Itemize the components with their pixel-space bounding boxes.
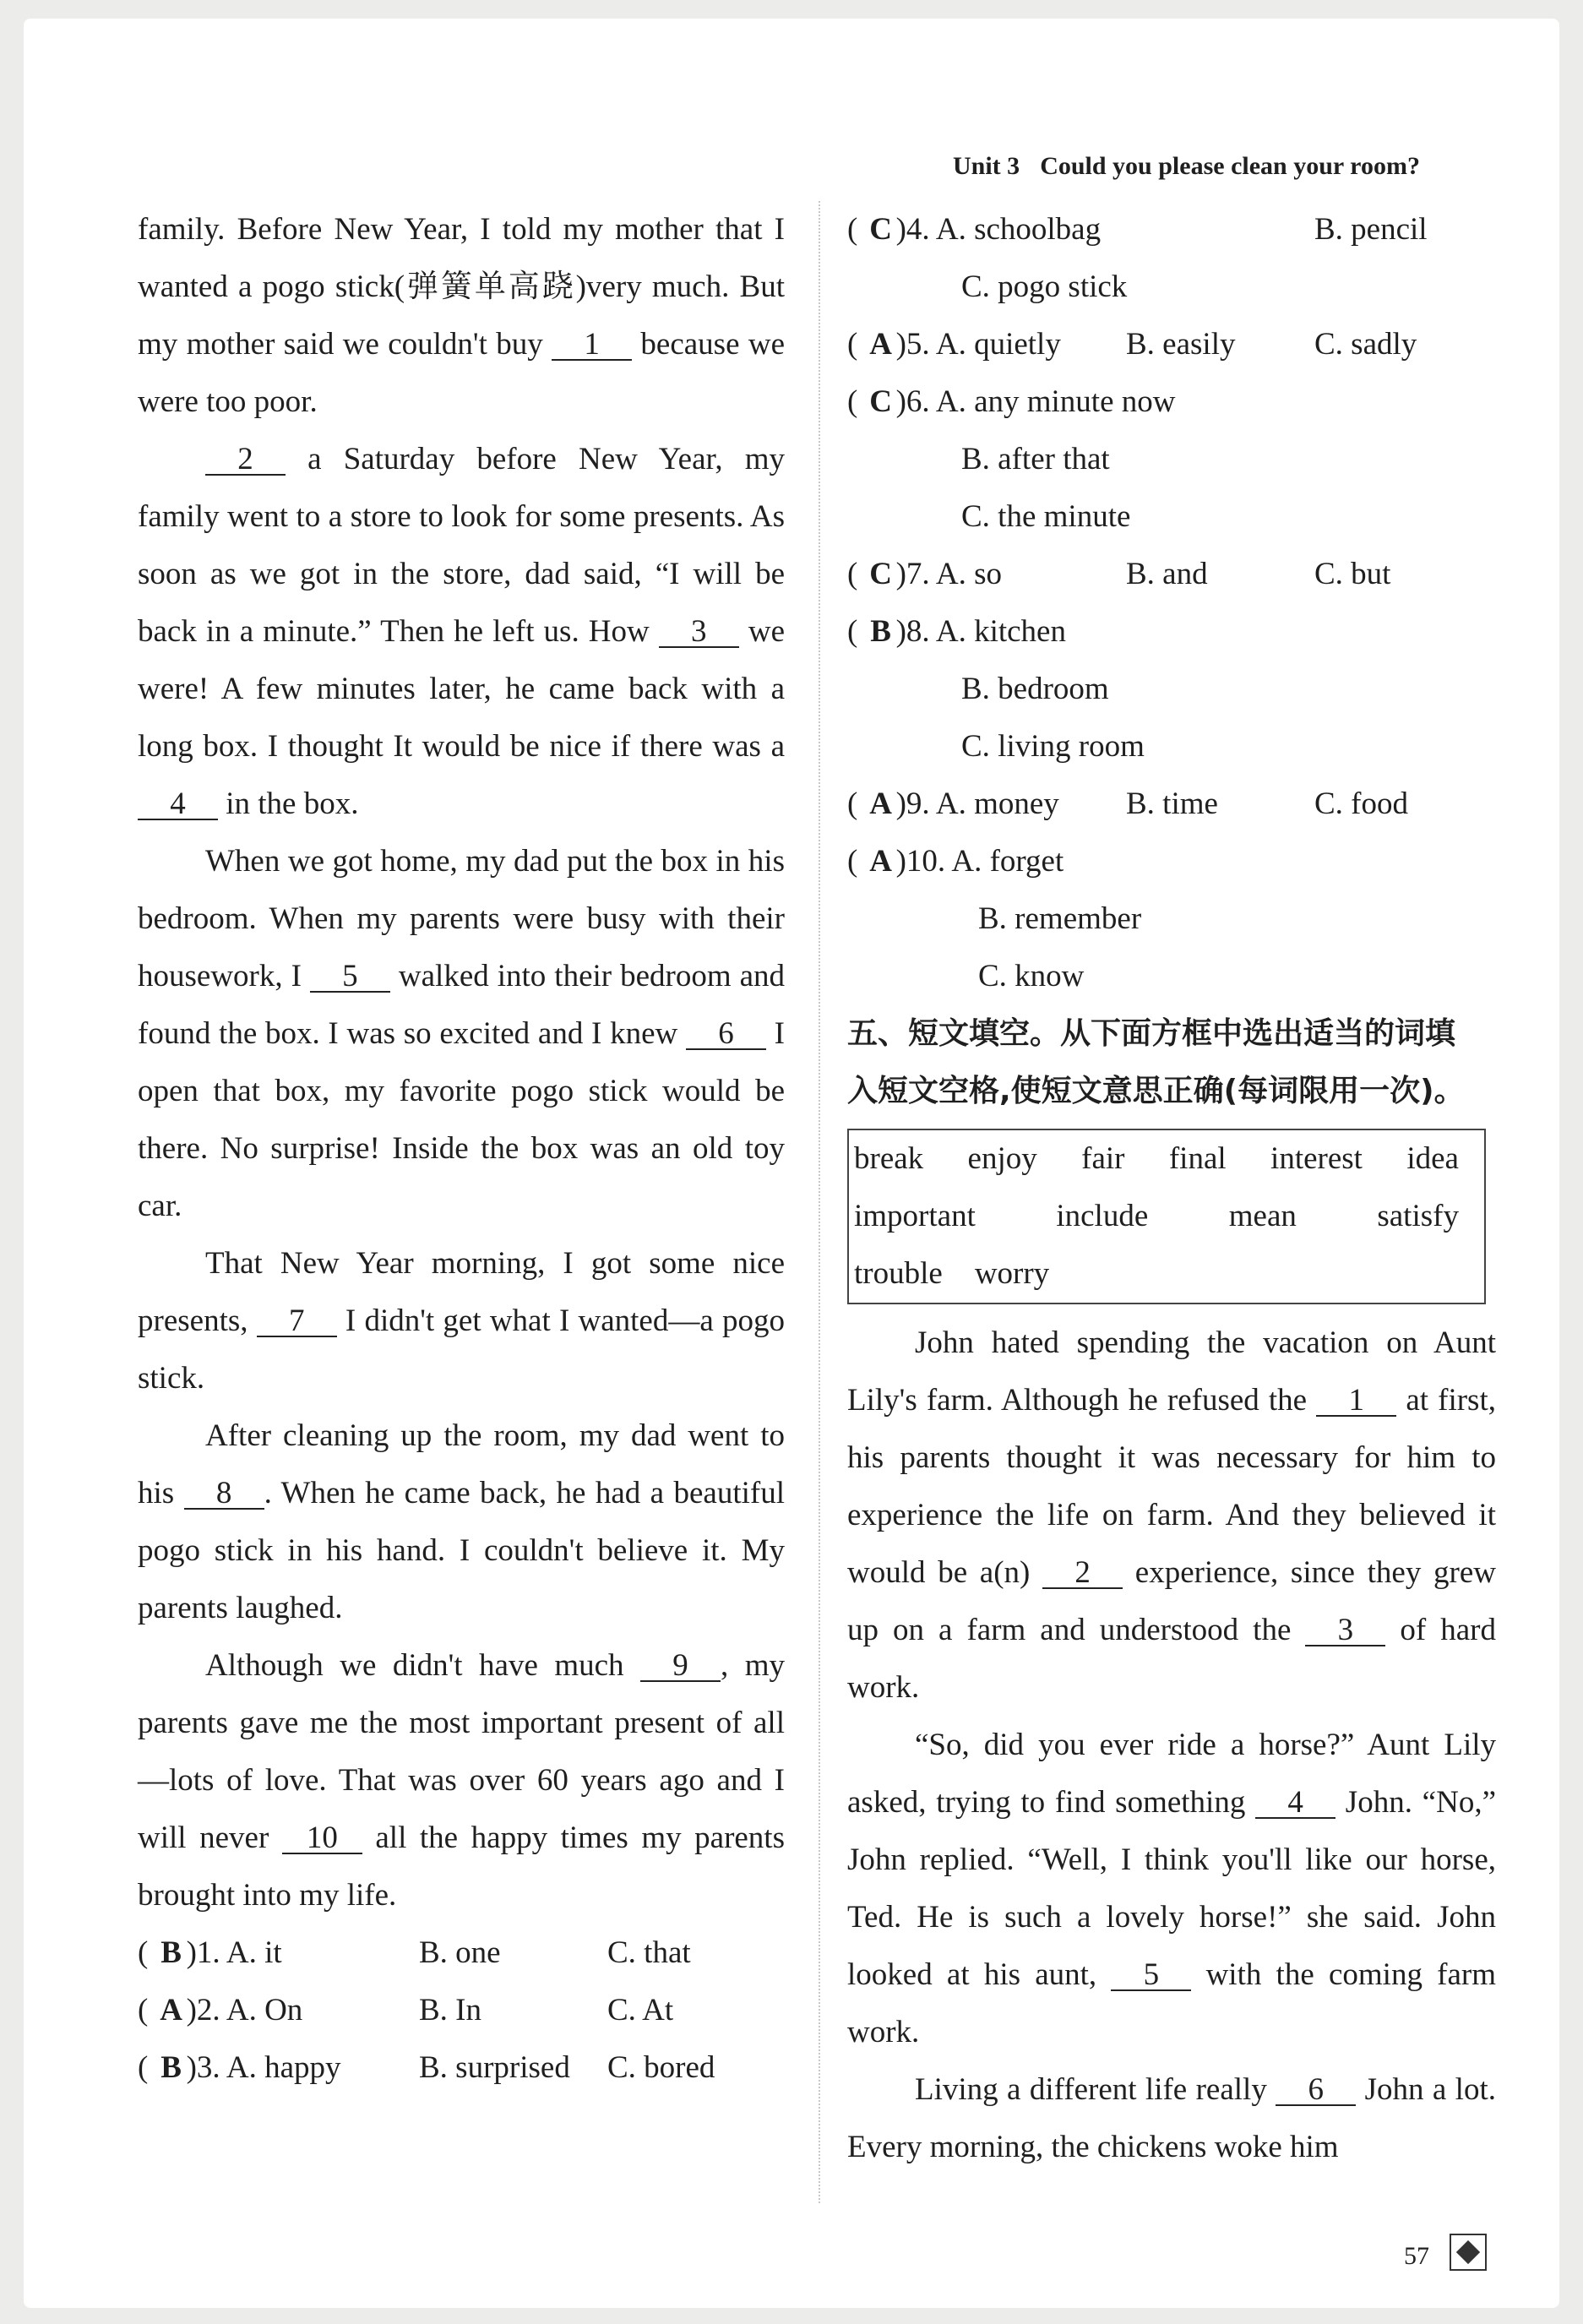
word-item: enjoy bbox=[967, 1141, 1037, 1176]
question-3: ( B )3. A. happy B. surprised C. bored bbox=[138, 2039, 785, 2097]
passage-paragraph: 2 a Saturday before New Year, my family went to a store to look for some presents. As soon as we got in the store, dad said, “I will be back in a minute.” Then he left us. How 3 we were! A few minutes later, he came back with a long box. I thought It would be nice if there was a 4 in the box. bbox=[138, 442, 785, 821]
option-c[interactable]: C. but bbox=[1314, 557, 1391, 591]
option-b[interactable]: B. time bbox=[1126, 786, 1218, 821]
option-c[interactable]: C. living room bbox=[961, 729, 1145, 764]
passage-paragraph: After cleaning up the room, my dad went to his 8 . When he came back, he had a beautiful pogo stick in his hand. I couldn't believe it. My parents laughed. bbox=[138, 1418, 785, 1625]
blank-9[interactable]: 9 bbox=[640, 1652, 721, 1682]
word-bank bbox=[847, 1129, 1486, 1304]
blank-2[interactable]: 2 bbox=[1042, 1559, 1123, 1589]
section-title-line2: 入短文空格,使短文意思正确(每词限用一次)。 bbox=[847, 1074, 1465, 1108]
option-c[interactable]: C. bored bbox=[607, 2050, 715, 2085]
option-c[interactable]: C. At bbox=[607, 1993, 674, 2027]
option-b[interactable]: B. bedroom bbox=[961, 672, 1109, 706]
option-b[interactable]: B. pencil bbox=[1314, 212, 1428, 247]
option-b[interactable]: B. one bbox=[419, 1935, 501, 1970]
blank-10[interactable]: 10 bbox=[282, 1824, 362, 1854]
question-1: ( B )1. A. it B. one C. that bbox=[138, 1924, 785, 1982]
blank-6[interactable]: 6 bbox=[1276, 2076, 1356, 2106]
right-column bbox=[847, 201, 1496, 2176]
question-6: ( C )6. A. any minute now bbox=[847, 373, 1496, 431]
word-item: worry bbox=[974, 1256, 1050, 1291]
question-7: ( C )7. A. so B. and C. but bbox=[847, 546, 1496, 603]
blank-7[interactable]: 7 bbox=[257, 1307, 337, 1337]
option-b[interactable]: B. surprised bbox=[419, 2050, 570, 2085]
word-item: important bbox=[854, 1199, 976, 1233]
answer-mark[interactable]: A bbox=[869, 786, 892, 821]
question-10: ( A )10. A. forget bbox=[847, 833, 1496, 890]
passage-paragraph: When we got home, my dad put the box in his bedroom. When my parents were busy with their housework, I 5 walked into their bedroom and found the box. I was so excited and I knew 6 I open that box, my favorite pogo stick would be there. No surprise! Inside the box was an old toy car. bbox=[138, 844, 786, 1223]
word-item: fair bbox=[1081, 1141, 1125, 1176]
option-c[interactable]: C. know bbox=[978, 959, 1085, 993]
word-item: final bbox=[1168, 1141, 1227, 1176]
word-item: break bbox=[854, 1141, 924, 1176]
option-b[interactable]: B. In bbox=[419, 1993, 481, 2027]
passage-paragraph: John hated spending the vacation on Aunt Lily's farm. Although he refused the 1 at first, his parents thought it was necessary for him to experience the life on farm. And they believed it would be a(n) 2 experience, since they grew up on a farm and understood the 3 of hard work. bbox=[847, 1325, 1496, 1705]
answer-mark[interactable]: B bbox=[160, 2050, 182, 2085]
option-b[interactable]: B. remember bbox=[978, 901, 1142, 936]
left-column bbox=[138, 201, 785, 2097]
workbook-page bbox=[24, 19, 1559, 2308]
question-2: ( A )2. A. On B. In C. At bbox=[138, 1982, 785, 2039]
blank-3[interactable]: 3 bbox=[1305, 1616, 1385, 1646]
page-header bbox=[953, 152, 1420, 181]
answer-mark[interactable]: C bbox=[869, 384, 892, 419]
question-4: ( C )4. A. schoolbag B. pencil bbox=[847, 201, 1496, 259]
blank-1[interactable]: 1 bbox=[552, 330, 632, 361]
blank-1[interactable]: 1 bbox=[1316, 1386, 1396, 1417]
section-title: 五、短文填空。从下面方框中选出适当的词填 bbox=[847, 1016, 1456, 1051]
word-item: trouble bbox=[854, 1256, 943, 1291]
answer-mark[interactable]: C bbox=[869, 212, 892, 247]
word-item: interest bbox=[1270, 1141, 1363, 1176]
option-b[interactable]: B. easily bbox=[1126, 327, 1236, 362]
answer-mark[interactable]: A bbox=[869, 327, 892, 362]
option-c[interactable]: C. food bbox=[1314, 786, 1408, 821]
unit-title: Could you please clean your room? bbox=[1040, 152, 1420, 180]
question-9: ( A )9. A. money B. time C. food bbox=[847, 776, 1496, 833]
diamond-icon bbox=[1450, 2234, 1487, 2271]
passage-paragraph: Living a different life really 6 John a lot. Every morning, the chickens woke him bbox=[847, 2072, 1496, 2164]
word-item: include bbox=[1056, 1199, 1149, 1233]
blank-5[interactable]: 5 bbox=[1111, 1961, 1191, 1991]
word-item: mean bbox=[1228, 1199, 1297, 1233]
option-b[interactable]: B. after that bbox=[961, 442, 1110, 476]
question-5: ( A )5. A. quietly B. easily C. sadly bbox=[847, 316, 1496, 373]
word-item: satisfy bbox=[1377, 1199, 1459, 1233]
question-8: ( B )8. A. kitchen bbox=[847, 603, 1496, 661]
word-item: idea bbox=[1406, 1141, 1459, 1176]
answer-mark[interactable]: A bbox=[869, 844, 892, 879]
option-c[interactable]: C. sadly bbox=[1314, 327, 1417, 362]
blank-3[interactable]: 3 bbox=[659, 618, 739, 648]
blank-4[interactable]: 4 bbox=[138, 790, 218, 820]
page-number: 57 bbox=[1404, 2242, 1429, 2270]
passage-paragraph: “So, did you ever ride a horse?” Aunt Lily asked, trying to find something 4 John. “No,” John replied. “Well, I think you'll like our horse, Ted. He is such a lovely horse!” she said. John looked at his aunt, 5 with the coming farm work. bbox=[847, 1728, 1497, 2049]
option-c[interactable]: C. pogo stick bbox=[961, 269, 1128, 304]
blank-8[interactable]: 8 bbox=[184, 1479, 264, 1510]
blank-2[interactable]: 2 bbox=[205, 445, 286, 476]
answer-mark[interactable]: B bbox=[160, 1935, 182, 1970]
blank-6[interactable]: 6 bbox=[686, 1020, 766, 1050]
passage-paragraph: That New Year morning, I got some nice presents, 7 I didn't get what I wanted—a pogo stick. bbox=[138, 1246, 785, 1396]
passage-paragraph: family. Before New Year, I told my mother that I wanted a pogo stick(弹簧单高跷)very much. But my mother said we couldn't buy 1 because we were too poor. bbox=[138, 212, 785, 419]
blank-5[interactable]: 5 bbox=[310, 962, 390, 993]
option-b[interactable]: B. and bbox=[1126, 557, 1208, 591]
option-c[interactable]: C. the minute bbox=[961, 499, 1131, 534]
column-divider bbox=[819, 201, 820, 2203]
answer-mark[interactable]: C bbox=[869, 557, 892, 591]
passage-paragraph: Although we didn't have much 9 , my parents gave me the most important present of all—lots of love. That was over 60 years ago and I will never 10 all the happy times my parents brought into my life. bbox=[138, 1648, 785, 1913]
blank-4[interactable]: 4 bbox=[1255, 1788, 1335, 1819]
option-c[interactable]: C. that bbox=[607, 1935, 691, 1970]
answer-mark[interactable]: B bbox=[870, 614, 891, 649]
unit-label: Unit 3 bbox=[953, 152, 1020, 180]
answer-mark[interactable]: A bbox=[160, 1993, 182, 2027]
